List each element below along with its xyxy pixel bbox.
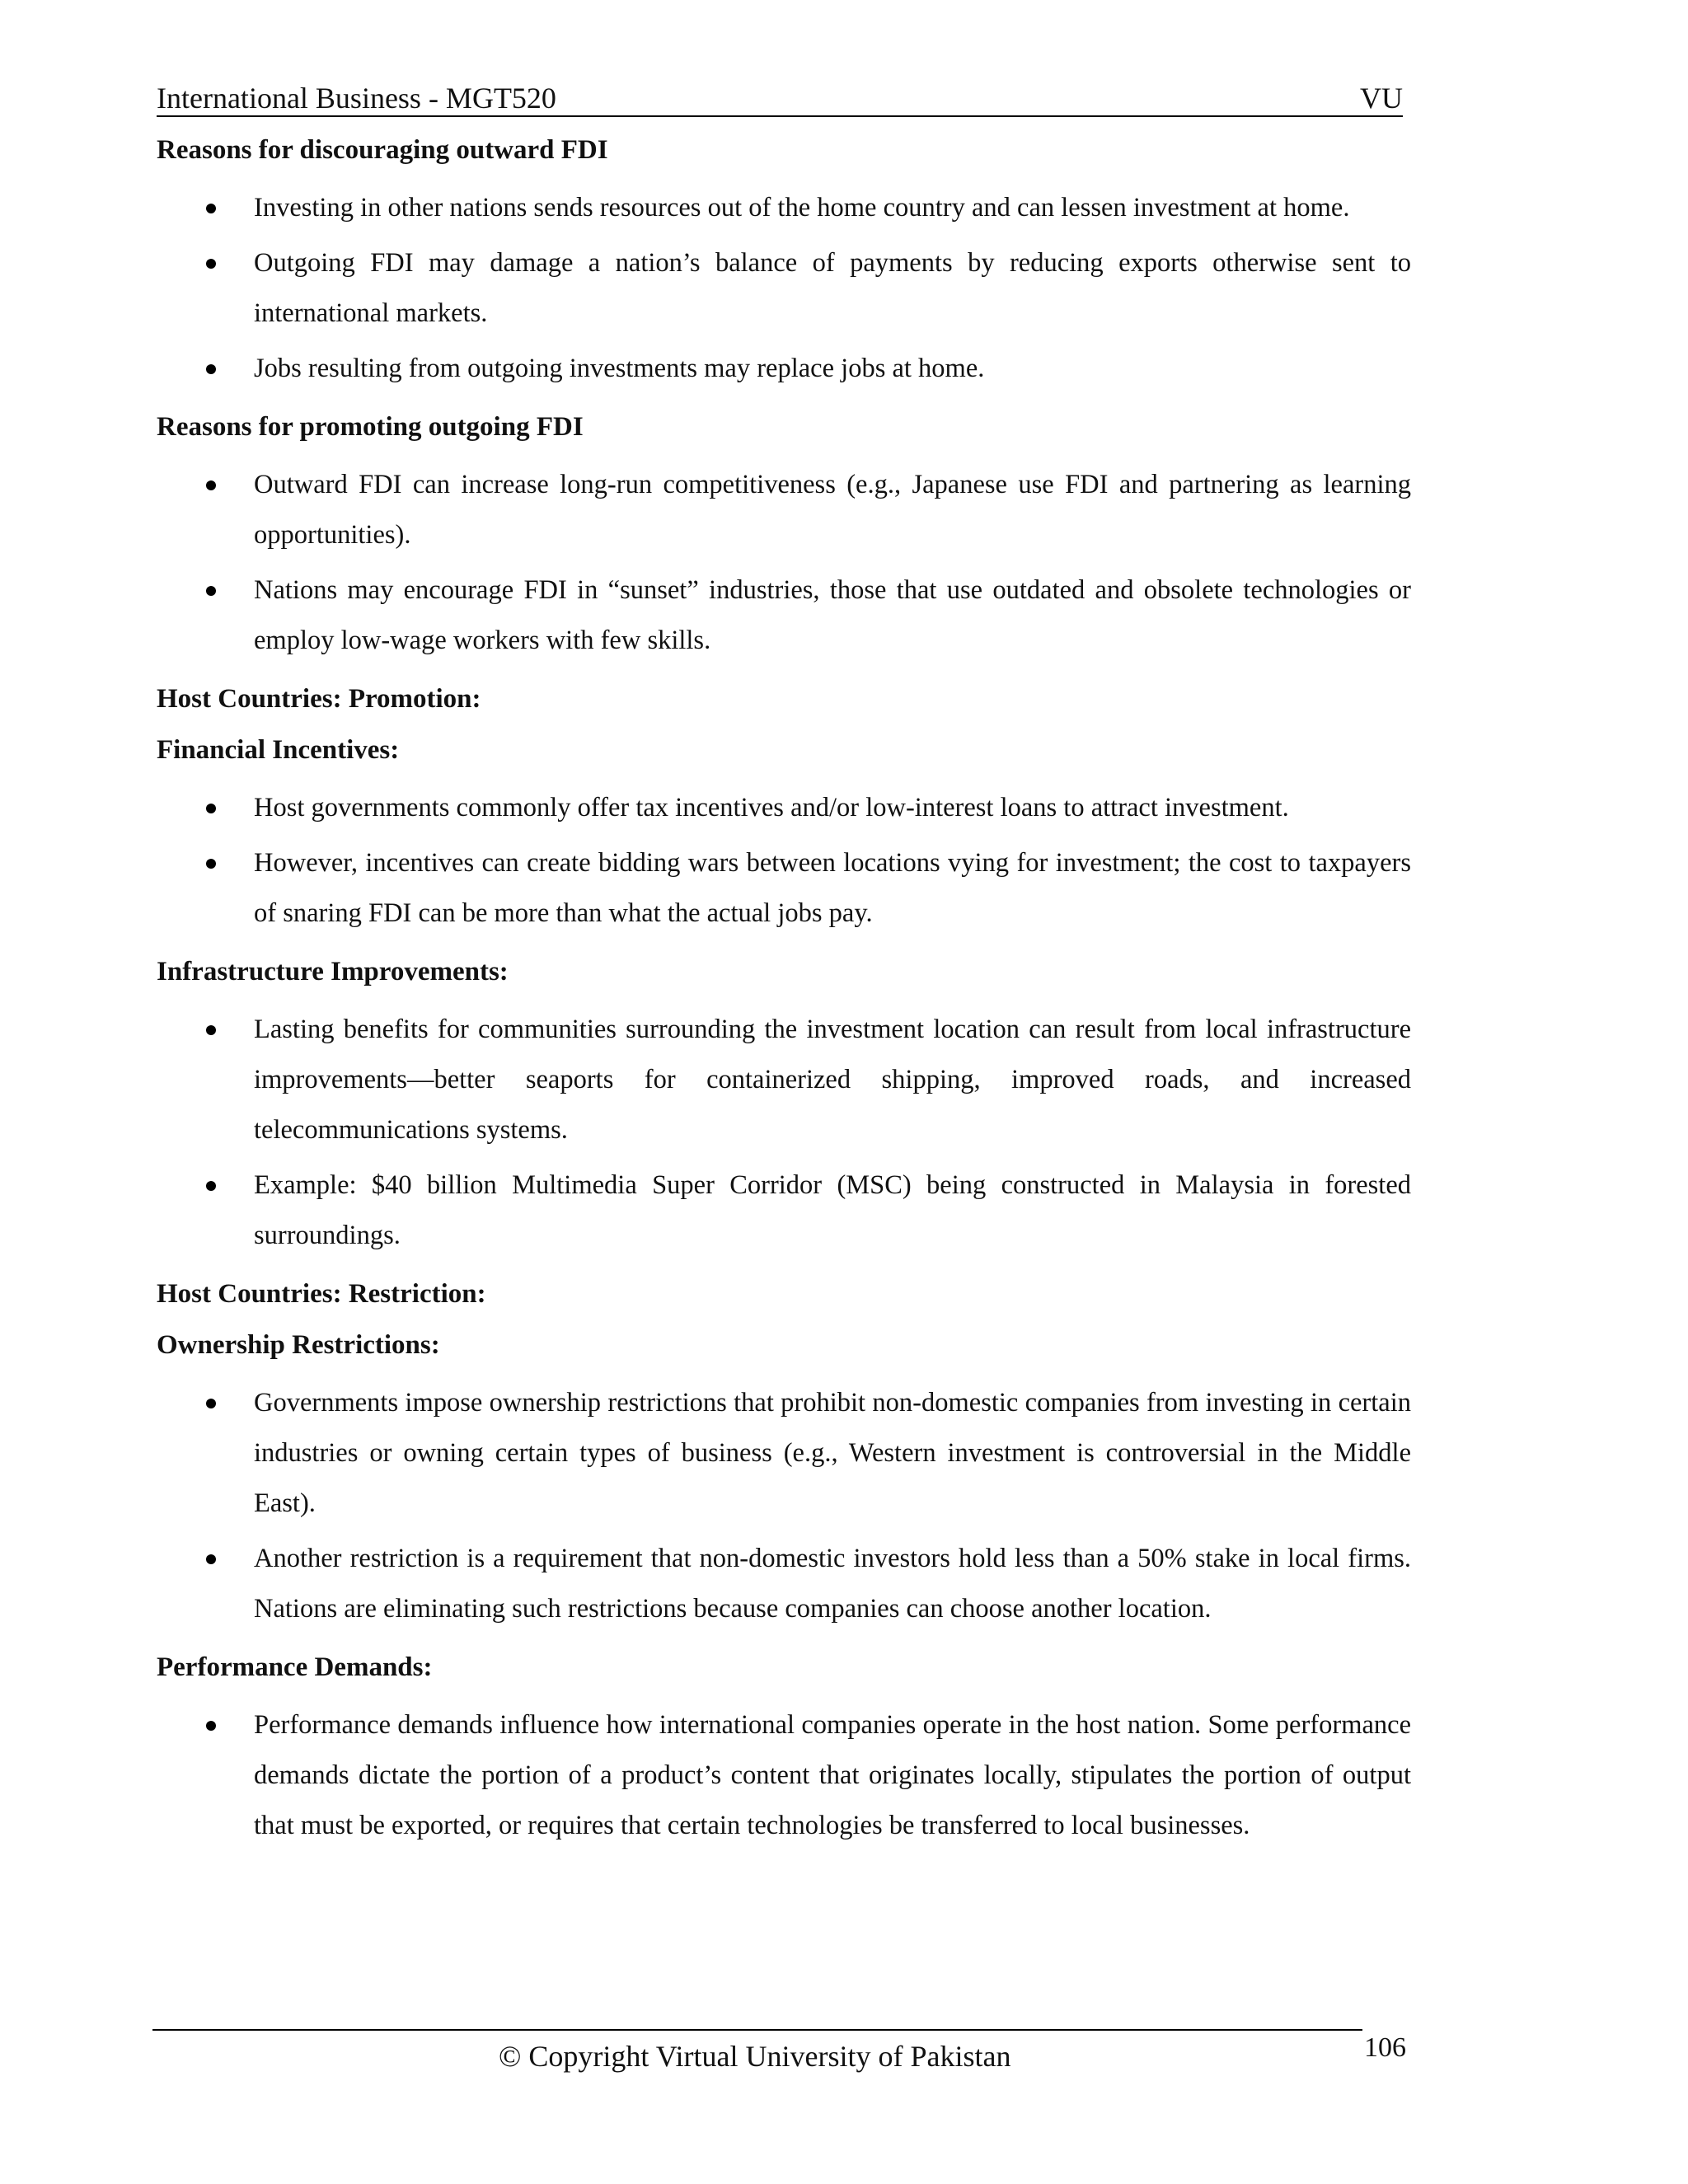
footer-divider bbox=[152, 2029, 1362, 2031]
section-heading: Infrastructure Improvements: bbox=[157, 957, 509, 987]
section-heading: Reasons for promoting outgoing FDI bbox=[157, 412, 584, 442]
bullet-icon bbox=[206, 204, 216, 213]
institution-label: VU bbox=[1360, 82, 1403, 115]
bullet-list bbox=[157, 460, 1411, 666]
list-item-text: Governments impose ownership restrictions that prohibit non-domestic companies from investing in certain industries or owning certain types of business (e.g., Western investment is controversial in the Middle East). bbox=[254, 1388, 1411, 1518]
list-item bbox=[157, 565, 1411, 666]
list-item-text: However, incentives can create bidding wars between locations vying for investment; the cost to taxpayers of snaring FDI can be more than what the actual jobs pay. bbox=[254, 848, 1411, 928]
bullet-icon bbox=[206, 259, 216, 269]
bullet-icon bbox=[206, 1721, 216, 1731]
section-heading: Host Countries: Restriction: bbox=[157, 1279, 486, 1309]
bullet-icon bbox=[206, 480, 216, 490]
list-item bbox=[157, 1378, 1411, 1529]
bullet-icon bbox=[206, 364, 216, 374]
list-item bbox=[157, 1160, 1411, 1261]
course-title: International Business - MGT520 bbox=[157, 82, 556, 115]
page-header bbox=[157, 77, 1403, 117]
section-heading: Financial Incentives: bbox=[157, 735, 400, 765]
bullet-icon bbox=[206, 586, 216, 596]
list-item bbox=[157, 183, 1411, 233]
bullet-icon bbox=[206, 859, 216, 869]
list-item bbox=[157, 238, 1411, 339]
bullet-list bbox=[157, 783, 1411, 939]
list-item-text: Host governments commonly offer tax incentives and/or low-interest loans to attract investment. bbox=[254, 793, 1289, 823]
list-item bbox=[157, 1534, 1411, 1634]
section-heading: Ownership Restrictions: bbox=[157, 1330, 440, 1360]
list-item bbox=[157, 460, 1411, 560]
list-item bbox=[157, 344, 1411, 394]
bullet-icon bbox=[206, 1025, 216, 1035]
list-item bbox=[157, 1700, 1411, 1851]
list-item-text: Nations may encourage FDI in “sunset” industries, those that use outdated and obsolete technologies or employ low-wage workers with few skills. bbox=[254, 575, 1411, 655]
section-heading: Host Countries: Promotion: bbox=[157, 684, 481, 714]
list-item bbox=[157, 1005, 1411, 1155]
list-item-text: Jobs resulting from outgoing investments may replace jobs at home. bbox=[254, 354, 985, 383]
bullet-list bbox=[157, 1378, 1411, 1634]
document-body bbox=[157, 132, 1411, 1866]
bullet-list bbox=[157, 1005, 1411, 1261]
page-number: 106 bbox=[1364, 2032, 1406, 2063]
list-item-text: Outward FDI can increase long-run competitiveness (e.g., Japanese use FDI and partnering as learning opportunities). bbox=[254, 470, 1411, 550]
copyright-notice: © Copyright Virtual University of Pakistan bbox=[499, 2040, 1011, 2073]
list-item-text: Another restriction is a requirement that non-domestic investors hold less than a 50% stake in local firms. Nations are eliminating such restrictions because companies can choose another location. bbox=[254, 1544, 1411, 1624]
section-heading: Reasons for discouraging outward FDI bbox=[157, 135, 608, 165]
list-item-text: Performance demands influence how international companies operate in the host nation. Some performance demands dictate the portion of a product’s content that originates locally, stipulates the portion of output that must be exported, or requires that certain technologies be transferred to local businesses. bbox=[254, 1710, 1411, 1840]
section-heading: Performance Demands: bbox=[157, 1652, 433, 1682]
bullet-list bbox=[157, 1700, 1411, 1851]
list-item bbox=[157, 838, 1411, 939]
bullet-icon bbox=[206, 804, 216, 813]
list-item bbox=[157, 783, 1411, 833]
bullet-list bbox=[157, 183, 1411, 394]
bullet-icon bbox=[206, 1399, 216, 1408]
list-item-text: Outgoing FDI may damage a nation’s balance of payments by reducing exports otherwise sent to international markets. bbox=[254, 248, 1411, 328]
list-item-text: Investing in other nations sends resources out of the home country and can lessen investment at home. bbox=[254, 193, 1350, 223]
list-item-text: Example: $40 billion Multimedia Super Corridor (MSC) being constructed in Malaysia in forested surroundings. bbox=[254, 1170, 1411, 1250]
bullet-icon bbox=[206, 1554, 216, 1564]
list-item-text: Lasting benefits for communities surrounding the investment location can result from local infrastructure improvements—better seaports for containerized shipping, improved roads, and increased telecommunications systems. bbox=[254, 1015, 1411, 1145]
bullet-icon bbox=[206, 1181, 216, 1191]
